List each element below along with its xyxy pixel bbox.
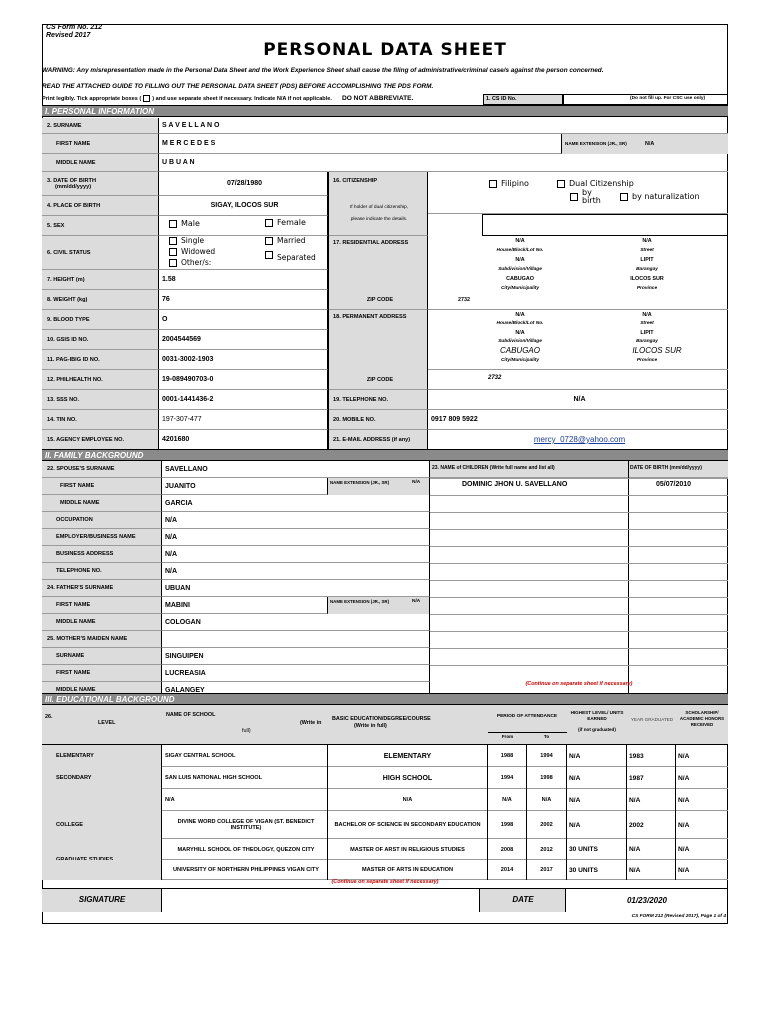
middle-name-field[interactable]: U B U A N [159,154,728,172]
by-birth-text: by birth [582,188,601,205]
edu-header-year: YEAR GRADUATED [630,717,674,722]
spouse-surname-field[interactable]: SAVELLANO [162,461,430,478]
by-birth-option[interactable] [570,189,610,205]
filipino-option[interactable] [489,179,529,188]
agency-no-field[interactable]: 4201680 [159,430,328,450]
father-middle-field[interactable]: COLOGAN [162,614,430,631]
female-text: Female [277,218,306,227]
edu-header-level: LEVEL [98,720,116,726]
dual-text: Dual Citizenship [569,179,634,188]
edu-to[interactable]: 2017 [527,860,567,880]
name-extension-label: NAME EXTENSION (JR., SR) [565,141,627,146]
pagibig-label: 11. PAG-IBIG ID NO. [42,350,159,370]
res-province: ILOCOS SUR [630,276,664,282]
father-ext-label: NAME EXTENSION (JR., SR) [330,599,390,604]
form-number: CS Form No. 212 [46,24,103,31]
civil-status-label: 6. CIVIL STATUS [42,236,159,270]
filipino-text: Filipino [501,179,529,188]
perm-zip-label: ZIP CODE [328,370,428,390]
occupation-field[interactable]: N/A [162,512,430,529]
edu-units[interactable]: N/A [567,767,627,789]
dual-note [332,202,426,226]
child-row-line [430,665,728,666]
edu-header-honors: SCHOLARSHIP/ ACADEMIC HONORS RECEIVED [679,710,725,727]
civil-separated-option[interactable] [265,247,316,262]
agency-no-label: 15. AGENCY EMPLOYEE NO. [42,430,159,450]
edu-year[interactable]: N/A [627,860,676,880]
edu-to[interactable]: 2002 [527,811,567,839]
married-checkbox[interactable] [265,237,273,245]
cap-barangay-2: Barangay [636,339,658,344]
widowed-checkbox[interactable] [169,248,177,256]
dual-note-line-2: please indicate the details. [350,217,408,222]
sex-male-option[interactable] [169,219,200,228]
child-row-line [430,648,728,649]
edu-from[interactable]: 1998 [488,811,527,839]
widowed-text: Widowed [181,247,216,256]
business-address-field[interactable]: N/A [162,546,430,563]
spouse-middle-label: MIDDLE NAME [42,495,162,512]
philhealth-label: 12. PHILHEALTH NO. [42,370,159,390]
spouse-first-field[interactable]: JUANITO [162,478,328,495]
edu-header-from: From [501,734,514,739]
tick-sample-box [143,95,150,102]
cap-barangay: Barangay [636,267,658,272]
dual-note-line-1: If holder of dual citizenship, [349,205,409,210]
father-first-label: FIRST NAME [42,597,162,614]
res-house: N/A [515,238,525,244]
email-field[interactable]: mercy_0728@yahoo.com [428,430,728,450]
perm-city: CABUGAO [499,346,540,355]
edu-course[interactable]: BACHELOR OF SCIENCE IN SECONDARY EDUCATION [328,811,488,839]
surname-label: 2. SURNAME [42,118,159,134]
mother-first-label: FIRST NAME [42,665,162,682]
pob-label: 4. PLACE OF BIRTH [42,196,159,216]
child-row-line [430,631,728,632]
dob-label [42,172,159,196]
father-surname-field[interactable]: UBUAN [162,580,430,597]
blood-type-label: 9. BLOOD TYPE [42,310,159,330]
instruction-text: Print legibly. Tick appropriate boxes ( [42,95,142,102]
warning-text: WARNING: Any misrepresentation made in the Personal Data Sheet and the Work Experience Sheet shall cause the filing of administrative/criminal case/s against the person concerned. [42,67,604,74]
cap-street-2: Street [640,321,654,326]
male-text: Male [181,219,200,228]
edu-honors[interactable]: N/A [678,774,690,782]
spouse-ext-field[interactable]: N/A [412,480,421,485]
edu-units[interactable]: N/A [567,745,627,767]
civil-married-option[interactable] [265,236,306,245]
business-address-label: BUSINESS ADDRESS [42,546,162,563]
mobile-label: 20. MOBILE NO. [328,410,428,430]
edu-from[interactable]: 1988 [488,745,527,767]
edu-from[interactable]: 2008 [488,839,527,860]
edu-level: ELEMENTARY [42,745,162,767]
section-personal-information: I. PERSONAL INFORMATION [42,105,728,117]
date-label: DATE [512,895,534,904]
dual-details-field[interactable] [482,214,728,236]
father-first-field[interactable]: MABINI [162,597,328,614]
male-checkbox[interactable] [169,220,177,228]
tin-field[interactable]: 197-307-477 [159,410,328,430]
weight-field[interactable]: 76 [159,290,328,310]
spouse-telephone-field[interactable]: N/A [162,563,430,580]
separated-text: Separated [277,253,316,262]
child-dob-field[interactable]: 05/07/2010 [656,481,692,488]
signature-label: SIGNATURE [78,895,126,904]
edu-units[interactable]: N/A [567,789,627,811]
filipino-checkbox[interactable] [489,180,497,188]
sex-label: 5. SEX [42,216,159,236]
edu-course[interactable]: MASTER OF ARST IN RELIGIOUS STUDIES [328,839,488,860]
others-text: Other/s: [181,258,212,267]
edu-course[interactable]: ELEMENTARY [328,745,488,767]
spouse-ext-label: NAME EXTENSION (JR., SR) [330,480,390,485]
edu-course[interactable]: HIGH SCHOOL [328,767,488,789]
res-subdivision: N/A [515,257,525,263]
height-field[interactable]: 1.58 [159,270,328,290]
single-checkbox[interactable] [169,237,177,245]
telephone-field[interactable]: N/A [428,390,728,410]
res-barangay: LIPIT [640,257,654,263]
by-naturalization-option[interactable] [620,192,700,201]
spouse-telephone-label: TELEPHONE NO. [42,563,162,580]
cap-subdivision: Subdivision/Village [498,267,542,272]
pagibig-field[interactable]: 0031-3002-1903 [159,350,328,370]
edu-continue-note: (Continue on separate sheet if necessary) [331,879,439,885]
edu-school[interactable]: N/A [162,789,328,811]
others-checkbox[interactable] [169,259,177,267]
edu-honors[interactable]: N/A [678,821,690,829]
by-birth-checkbox[interactable] [570,193,578,201]
separated-checkbox[interactable] [265,251,273,259]
edu-to[interactable]: 1994 [527,745,567,767]
edu-year[interactable]: N/A [627,839,676,860]
father-middle-label: MIDDLE NAME [42,614,162,631]
cs-use-only-note: (Do not fill up. For CSC use only) [630,96,706,101]
spouse-middle-field[interactable]: GARCIA [162,495,430,512]
edu-honors[interactable]: N/A [678,846,690,853]
edu-header-units-2: (if not graduated) [578,727,616,732]
employer-field[interactable]: N/A [162,529,430,546]
child-row-line [430,597,728,598]
child-row-line [430,495,728,496]
edu-course[interactable]: MASTER OF ARTS IN EDUCATION [328,860,488,880]
employer-label: EMPLOYER/BUSINESS NAME [42,529,162,546]
edu-header-period: PERIOD OF ATTENDANCE [496,714,558,719]
edu-level: COLLEGE [42,811,162,839]
edu-school[interactable]: UNIVERSITY OF NORTHERN PHILIPPINES VIGAN CITY [162,860,328,880]
email-label: 21. E-MAIL ADDRESS (if any) [328,430,428,450]
edu-level [42,789,162,811]
child-row-line [430,563,728,564]
edu-to[interactable]: 1998 [527,767,567,789]
children-dob-label: DATE OF BIRTH (mm/dd/yyyy) [630,465,702,471]
weight-label: 8. WEIGHT (kg) [42,290,159,310]
dual-checkbox[interactable] [557,180,565,188]
spouse-surname-label: 22. SPOUSE'S SURNAME [42,461,162,478]
residential-address-label: 17. RESIDENTIAL ADDRESS [328,236,428,330]
pds-form [42,24,728,924]
female-checkbox[interactable] [265,219,273,227]
first-name-label: FIRST NAME [42,134,159,154]
sss-field[interactable]: 0001-1441436-2 [159,390,328,410]
by-naturalization-checkbox[interactable] [620,193,628,201]
perm-zip-field[interactable]: 2732 [488,375,502,381]
mother-maiden-field[interactable] [162,631,430,648]
section-family-background: II. FAMILY BACKGROUND [42,449,728,461]
edu-units[interactable]: 30 UNITS [567,839,627,860]
res-zip-field[interactable]: 2732 [458,297,470,303]
edu-header-write: (Write in [300,720,322,726]
form-revision: Revised 2017 [46,32,91,39]
child-row-line [430,546,728,547]
edu-header-course-2: (Write in full) [354,723,387,729]
date-field[interactable]: 01/23/2020 [566,888,728,912]
family-continue-note: (Continue on separate sheet if necessary) [525,681,633,687]
cap-city: City/Municipality [500,286,540,291]
edu-school[interactable]: SIGAY CENTRAL SCHOOL [162,745,328,767]
signature-field[interactable] [162,888,480,912]
edu-from[interactable]: N/A [488,789,527,811]
page-footer: CS FORM 212 (Revised 2017), Page 1 of 4 [631,914,726,919]
by-naturalization-text: by naturalization [632,192,700,201]
cap-province-2: Province [636,358,658,363]
cap-city-2: City/Municipality [500,358,540,363]
edu-school[interactable]: DIVINE WORD COLLEGE OF VIGAN (ST. BENEDICT INSTITUTE) [162,811,328,839]
blood-type-field[interactable]: O [159,310,328,330]
edu-year[interactable]: N/A [627,789,676,811]
child-row-line [430,512,728,513]
citizenship-label: 16. CITIZENSHIP [328,172,428,236]
children-label: 23. NAME of CHILDREN (Write full name and list all) [432,465,555,471]
permanent-address-label: 18. PERMANENT ADDRESS [328,310,428,390]
dob-label-text: 3. DATE OF BIRTH [47,177,96,184]
child-row-line [430,529,728,530]
mother-surname-field[interactable]: SINGUIPEN [162,648,430,665]
dob-field[interactable]: 07/28/1980 [159,172,328,196]
edu-year[interactable]: 2002 [627,811,676,839]
edu-to[interactable]: N/A [527,789,567,811]
edu-level: SECONDARY [42,767,162,789]
philhealth-field[interactable]: 19-089490703-0 [159,370,328,390]
father-ext-field[interactable]: N/A [412,599,421,604]
edu-school[interactable]: SAN LUIS NATIONAL HIGH SCHOOL [162,767,328,789]
res-street: N/A [642,238,652,244]
no-abbreviate-note: DO NOT ABBREVIATE. [341,95,414,102]
perm-subdivision: N/A [515,330,525,336]
edu-from[interactable]: 1994 [488,767,527,789]
edu-units[interactable]: 30 UNITS [567,860,627,880]
telephone-label: 19. TELEPHONE NO. [328,390,428,410]
cap-province: Province [636,286,658,291]
gsis-label: 10. GSIS ID NO. [42,330,159,350]
civil-single-option[interactable] [169,236,204,245]
father-surname-label: 24. FATHER'S SURNAME [42,580,162,597]
edu-honors[interactable]: N/A [678,796,690,804]
gsis-field[interactable]: 2004544569 [159,330,328,350]
cap-subdivision-2: Subdivision/Village [498,339,542,344]
dob-format-text: (mm/dd/yyyy) [55,183,92,190]
perm-barangay: LIPIT [640,330,654,336]
edu-header-to: To [543,734,550,739]
civil-widowed-option[interactable] [169,247,215,256]
edu-header-course: BASIC EDUCATION/DEGREE/COURSE [332,716,431,722]
pob-field[interactable]: SIGAY, ILOCOS SUR [159,196,328,216]
edu-year[interactable]: 1983 [627,745,676,767]
guide-text: READ THE ATTACHED GUIDE TO FILLING OUT THE PERSONAL DATA SHEET (PDS) BEFORE ACCOMPLISHING THE PDS FORM. [42,83,434,90]
edu-course[interactable]: N/A [328,789,488,811]
res-zip-label: ZIP CODE [328,290,428,310]
spouse-first-label: FIRST NAME [42,478,162,495]
perm-house: N/A [515,312,525,318]
occupation-label: OCCUPATION [42,512,162,529]
edu-honors[interactable]: N/A [678,752,690,760]
perm-province: ILOCOS SUR [632,346,682,355]
first-name-field[interactable]: M E R C E D E S [159,134,562,154]
edu-header-units: HIGHEST LEVEL/ UNITS EARNED [570,710,624,721]
cap-street: Street [640,248,654,253]
edu-honors[interactable]: N/A [678,866,690,874]
mother-first-field[interactable]: LUCREASIA [162,665,430,682]
edu-header-school: NAME OF SCHOOL [166,712,216,718]
tin-label: 14. TIN NO. [42,410,159,430]
single-text: Single [181,236,205,245]
height-label: 7. HEIGHT (m) [42,270,159,290]
name-extension-field[interactable]: N/A [645,141,655,147]
child-row-line [430,614,728,615]
middle-name-label: MIDDLE NAME [42,154,159,172]
married-text: Married [277,236,306,245]
child-row-line [430,478,728,479]
mother-maiden-label: 25. MOTHER'S MAIDEN NAME [42,631,162,648]
edu-from[interactable]: 2014 [488,860,527,880]
edu-header-full: full) [242,728,251,734]
mother-middle-label: MIDDLE NAME [42,682,162,699]
edu-units[interactable]: N/A [567,811,627,839]
dual-citizenship-option[interactable] [557,179,634,188]
cap-house-2: House/Block/Lot No. [496,321,544,326]
child-name-field[interactable]: DOMINIC JHON U. SAVELLANO [462,481,568,488]
edu-header-num: 26. [45,714,53,720]
child-row-line [430,580,728,581]
page-title: PERSONAL DATA SHEET [263,40,507,60]
edu-year[interactable]: 1987 [627,767,676,789]
sex-female-option[interactable] [265,218,306,227]
mobile-field[interactable]: 0917 809 5922 [428,410,728,430]
mother-surname-label: SURNAME [42,648,162,665]
edu-to[interactable]: 2012 [527,839,567,860]
perm-street: N/A [642,312,652,318]
mother-middle-field[interactable]: GALANGEY [162,682,430,699]
civil-others-option[interactable] [169,258,211,267]
cs-id-label: 1. CS ID No. [486,96,517,102]
sss-label: 13. SSS NO. [42,390,159,410]
cap-house: House/Block/Lot No. [496,248,544,253]
instruction-text-2: ) and use separate sheet if necessary. Indicate N/A if not applicable. [152,95,332,102]
surname-field[interactable]: S A V E L L A N O [159,118,728,134]
section-educational-background: III. EDUCATIONAL BACKGROUND [42,693,728,705]
edu-school[interactable]: MARYHILL SCHOOL OF THEOLOGY, QUEZON CITY [162,839,328,860]
edu-level [42,860,162,880]
res-city: CABUGAO [506,276,534,282]
